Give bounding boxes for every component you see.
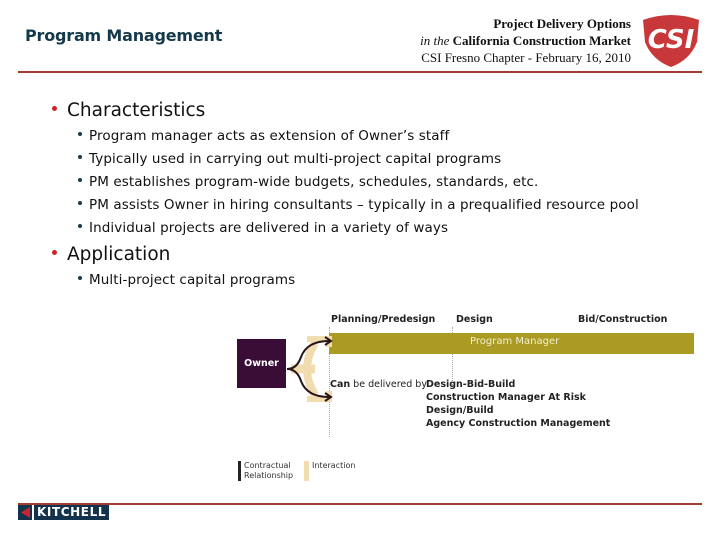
- bullet-icon: [78, 201, 82, 205]
- presentation-info: [420, 15, 631, 66]
- phase-planning: Planning/Predesign: [331, 314, 436, 325]
- kitchell-wordmark: KITCHELL: [34, 505, 109, 520]
- delivery-method: Design/Build: [426, 405, 494, 416]
- bullet-icon: [78, 224, 82, 228]
- footer-divider: [18, 503, 702, 505]
- csi-logo-icon: [640, 12, 702, 68]
- program-management-diagram: [230, 305, 700, 485]
- svg-text:CSI: CSI: [647, 25, 695, 55]
- program-manager-label: Program Manager: [470, 336, 560, 347]
- interaction-swatch-icon: [304, 461, 309, 481]
- list-item: Multi-project capital programs: [78, 272, 295, 288]
- relationship-arrows-icon: [285, 325, 335, 405]
- delivery-method: Design-Bid-Build: [426, 379, 516, 390]
- section-heading: Application: [52, 244, 170, 265]
- subtitle-italic: in the: [420, 33, 450, 48]
- legend-contractual: Contractual Relationship: [244, 461, 294, 480]
- page-title: Program Management: [25, 26, 223, 45]
- bullet-icon: [78, 155, 82, 159]
- list-item: Individual projects are delivered in a variety of ways: [78, 220, 448, 236]
- phase-bid-construction: Bid/Construction: [578, 314, 668, 325]
- subtitle-bold: California Construction Market: [452, 33, 631, 48]
- bullet-icon: [52, 106, 57, 111]
- kitchell-logo: [18, 505, 109, 520]
- bullet-icon: [78, 178, 82, 182]
- contractual-swatch-icon: [238, 461, 241, 481]
- phase-design: Design: [456, 314, 493, 325]
- kitchell-flag-icon: [18, 505, 32, 520]
- list-item: Program manager acts as extension of Owner’s staff: [78, 128, 449, 144]
- diagram-legend: [236, 459, 376, 489]
- list-item: PM establishes program-wide budgets, schedules, standards, etc.: [78, 174, 538, 190]
- legend-interaction: Interaction: [312, 461, 356, 470]
- list-item: PM assists Owner in hiring consultants – typically in a prequalified resource pool: [78, 197, 639, 213]
- owner-label: Owner: [244, 358, 279, 369]
- header-divider: [18, 71, 702, 73]
- bullet-icon: [78, 132, 82, 136]
- owner-box: [237, 339, 286, 388]
- delivery-method: Agency Construction Management: [426, 418, 611, 429]
- bullet-icon: [78, 276, 82, 280]
- delivered-by-label: Can be delivered by:: [330, 379, 430, 390]
- delivery-method: Construction Manager At Risk: [426, 392, 586, 403]
- list-item: Typically used in carrying out multi-project capital programs: [78, 151, 501, 167]
- event-line: CSI Fresno Chapter - February 16, 2010: [421, 50, 631, 65]
- presentation-subtitle: [420, 32, 631, 49]
- bullet-icon: [52, 250, 57, 255]
- presentation-title: Project Delivery Options: [493, 16, 631, 31]
- section-heading: Characteristics: [52, 100, 205, 121]
